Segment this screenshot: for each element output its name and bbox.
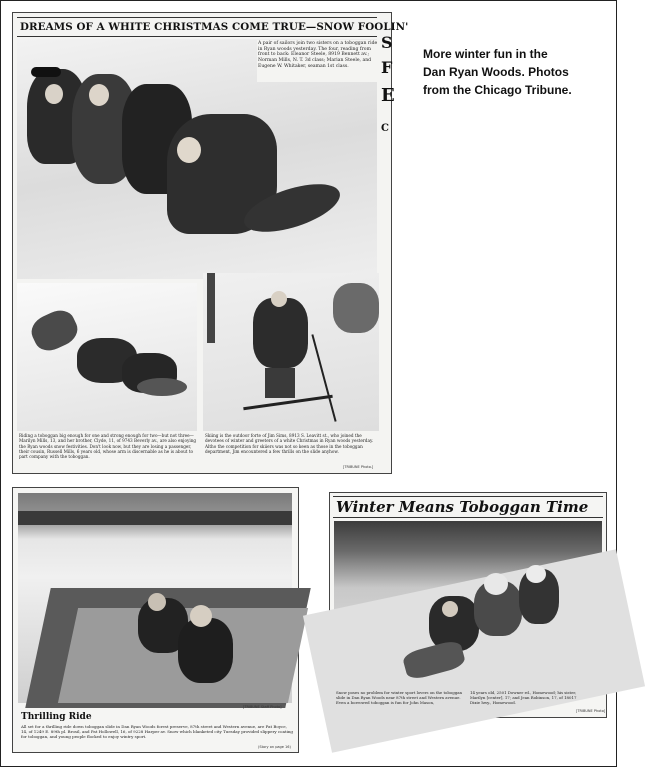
face-highlight-3 (177, 137, 201, 163)
tree-branches (333, 283, 379, 333)
rider-back-head (148, 593, 166, 611)
tree-line (18, 511, 292, 525)
sailor-cap (31, 67, 61, 77)
clip-right-headline: Winter Means Toboggan Time (336, 498, 589, 516)
clip-right-credit: [TRIBUNE Photo] (576, 709, 606, 713)
jean-hood (526, 565, 546, 583)
clip-left-more: (Story on page 16) (258, 745, 291, 749)
toboggan-headline-rule-top (333, 496, 603, 497)
annotation-line-1: More winter fun in the (423, 47, 548, 61)
clip-top-main-caption: A pair of sailors join two sisters on a toboggan ride in Ryan woods yesterday. The four, reading from front to back: Eleanor Steele, 8919 Bennett av.; Norman Mills, N. T. 3d class; Marian Steele, and Eugene W. Whitaker, seaman 1st class. (257, 40, 381, 82)
photo-jim-sims-skiing (203, 273, 379, 431)
side-letter-4: C (381, 123, 389, 134)
john-face (442, 601, 458, 617)
clip-left-credit: [TRIBUNE Staff Photo] (243, 705, 282, 709)
photo-thrilling-ride (18, 493, 292, 703)
headline-rule-top (17, 17, 377, 18)
clip-thrilling-ride (12, 487, 299, 753)
photo-toboggan-time (334, 521, 602, 688)
clip-top-credit: [TRIBUNE Photo.] (343, 465, 374, 469)
clip-top-right-caption: Skiing is the outdoor forte of Jim Sims, 8913 S. Leavitt st., who joined the devotees of winter and greeters of a white Christmas in Ryan woods yesterday. Altho the competition for skiiers was not so keen as those in the toboggan department, Jim encountered a few thrills on the slide anyhow. (205, 433, 374, 454)
clip-top-headline: DREAMS OF A WHITE CHRISTMAS COME TRUE—SNOW FOOLIN' (20, 21, 409, 33)
annotation-line-2: Dan Ryan Woods. Photos (423, 65, 569, 79)
side-letter-1: S (381, 33, 393, 52)
face-highlight-1 (45, 84, 63, 104)
clip-right-caption-col2: 14 years old, 2501 Downer rd., Homewood; his sister, Marilyn [center], 17; and Jean Robinson, 17, of 18017 Dixie hwy., Homewood. (470, 690, 577, 705)
clip-left-caption: All set for a thrilling ride down toboggan slide in Dan Ryan Woods forest preserve, 87th street and Western avenue, are Pat Boyce, 14, of 1249 E. 89th pl. Brosil, and Pat Hollowell, 16, of 9228 Harper av. Snow which blanketed city Tuesday provided slippery coating for toboggan, and young people flocked to enjoy wintry sport. (21, 724, 293, 739)
headline-rule-bottom (17, 36, 377, 37)
side-letter-3: E (381, 85, 395, 106)
skier-legs (265, 368, 295, 398)
face-highlight-2 (89, 84, 109, 106)
marilyn-hood (484, 573, 508, 595)
annotation-line-3: from the Chicago Tribune. (423, 83, 572, 97)
clip-left-headline: Thrilling Ride (21, 712, 92, 722)
small-toboggan (137, 378, 187, 396)
skier-body (253, 298, 308, 368)
clip-toboggan-time (329, 492, 607, 718)
ski-pole (311, 334, 336, 421)
annotation-note (423, 45, 603, 99)
skier-face (271, 291, 287, 307)
rider-front-head (190, 605, 212, 627)
tree-trunk (207, 273, 215, 343)
clip-right-caption-col1: Snow poses no problem for winter sport lovers on the toboggan slide in Dan Ryan Woods near 87th street and Western avenue. Even a borrowed toboggan is fun for John Mason, (336, 690, 463, 705)
photo-marilyn-clyde (17, 283, 197, 431)
rider-front (178, 618, 233, 683)
russell-figure (27, 305, 83, 356)
side-letter-2: F (381, 58, 393, 77)
clip-top-left-caption: Riding a toboggan big enough for one and strong enough for two—but not three—Marilyn Mills, 13, and her brother, Clyde, 11, of 9743 Beverly av., are also enjoying the Ryan woods snow festivities. Don't look now, but they are losing a passenger, their cousin, Russell Mills, 6 years old, whose arm is discernable as he is about to part company with the toboggan. (19, 433, 197, 459)
clip-top-christmas (12, 12, 409, 474)
toboggan-headline-rule-bottom (333, 517, 603, 518)
